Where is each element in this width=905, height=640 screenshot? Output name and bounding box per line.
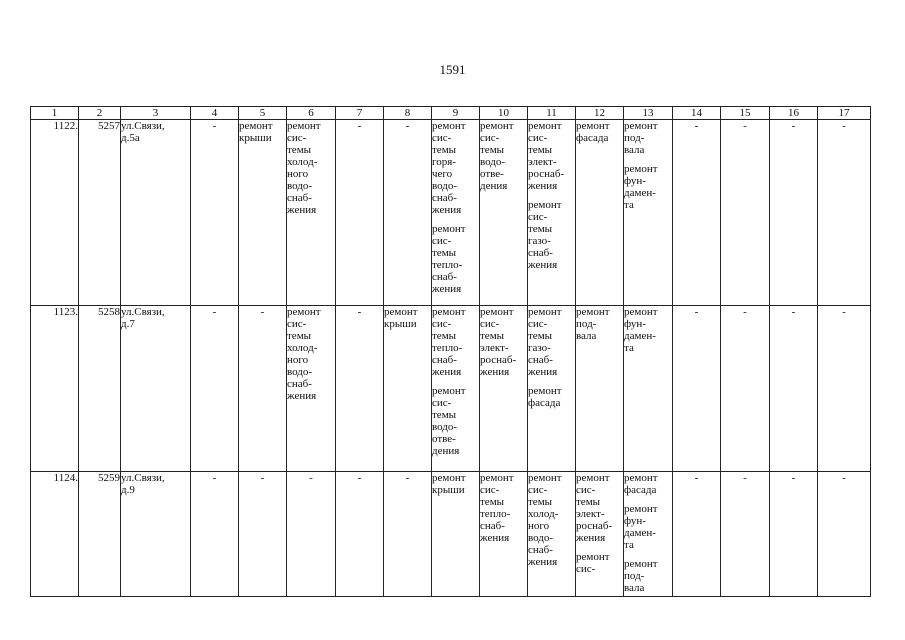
work-line: фун- bbox=[624, 515, 646, 527]
column-header: 4 bbox=[191, 107, 239, 120]
work-line: дамен- bbox=[624, 187, 656, 199]
address-cell bbox=[121, 306, 191, 472]
work-line: снаб- bbox=[528, 247, 553, 259]
work-line: дения bbox=[432, 445, 460, 457]
column-header: 11 bbox=[528, 107, 576, 120]
work-line: газо- bbox=[528, 235, 551, 247]
work-line: сис- bbox=[480, 318, 500, 330]
work-line: сис- bbox=[287, 318, 307, 330]
work-line: сис- bbox=[287, 132, 307, 144]
work-item bbox=[576, 120, 623, 144]
work-line: роснаб- bbox=[528, 168, 565, 180]
work-line: жения bbox=[432, 204, 462, 216]
work-line: фун- bbox=[624, 318, 646, 330]
empty-work-cell: - bbox=[287, 472, 336, 597]
column-header: 10 bbox=[480, 107, 528, 120]
work-line: ремонт bbox=[480, 472, 514, 484]
work-item bbox=[432, 223, 479, 295]
empty-work-cell: - bbox=[191, 306, 239, 472]
work-item bbox=[528, 306, 575, 378]
work-type-cell bbox=[480, 472, 528, 597]
work-line: жения bbox=[287, 390, 317, 402]
work-line: тепло- bbox=[432, 342, 463, 354]
work-line: фасада bbox=[528, 397, 561, 409]
empty-work-cell: - bbox=[721, 306, 770, 472]
work-line: жения bbox=[528, 259, 558, 271]
work-line: ремонт bbox=[432, 385, 466, 397]
work-type-cell bbox=[432, 306, 480, 472]
address-line: д.9 bbox=[121, 484, 135, 496]
work-type-cell bbox=[480, 306, 528, 472]
empty-work-cell: - bbox=[818, 306, 871, 472]
work-line: дамен- bbox=[624, 330, 656, 342]
work-item bbox=[576, 551, 623, 575]
work-line: ремонт bbox=[624, 472, 658, 484]
empty-work-cell: - bbox=[770, 306, 818, 472]
work-item bbox=[287, 120, 335, 216]
column-header: 9 bbox=[432, 107, 480, 120]
work-line: ремонт bbox=[528, 306, 562, 318]
work-line: ремонт bbox=[287, 306, 321, 318]
table-row bbox=[31, 472, 871, 597]
empty-work-cell: - bbox=[239, 306, 287, 472]
work-item bbox=[528, 120, 575, 192]
work-line: сис- bbox=[528, 484, 548, 496]
row-number-cell: 1123. bbox=[31, 306, 79, 472]
work-line: темы bbox=[528, 330, 553, 342]
work-line: ремонт bbox=[384, 306, 418, 318]
work-line: жения bbox=[528, 556, 558, 568]
work-line: водо- bbox=[528, 532, 554, 544]
work-line: ремонт bbox=[576, 472, 610, 484]
work-item bbox=[287, 306, 335, 402]
work-line: ремонт bbox=[432, 120, 466, 132]
empty-work-cell: - bbox=[721, 120, 770, 306]
empty-work-cell: - bbox=[673, 472, 721, 597]
table-row bbox=[31, 120, 871, 306]
work-item bbox=[624, 472, 672, 496]
empty-work-cell: - bbox=[191, 120, 239, 306]
work-line: сис- bbox=[528, 132, 548, 144]
empty-work-cell: - bbox=[336, 120, 384, 306]
work-type-cell bbox=[576, 306, 624, 472]
column-header: 13 bbox=[624, 107, 673, 120]
work-line: отве- bbox=[480, 168, 504, 180]
work-line: холод- bbox=[287, 156, 318, 168]
work-line: снаб- bbox=[480, 520, 505, 532]
work-item bbox=[576, 306, 623, 342]
column-header: 5 bbox=[239, 107, 287, 120]
empty-work-cell: - bbox=[191, 472, 239, 597]
work-item bbox=[528, 199, 575, 271]
work-line: снаб- bbox=[528, 544, 553, 556]
work-line: темы bbox=[432, 409, 457, 421]
column-header: 12 bbox=[576, 107, 624, 120]
work-line: дамен- bbox=[624, 527, 656, 539]
work-type-cell bbox=[624, 472, 673, 597]
work-line: водо- bbox=[480, 156, 506, 168]
work-line: темы bbox=[480, 496, 505, 508]
work-line: элект- bbox=[576, 508, 605, 520]
work-line: холод- bbox=[287, 342, 318, 354]
work-line: та bbox=[624, 342, 634, 354]
work-line: жения bbox=[432, 283, 462, 295]
work-line: под- bbox=[624, 132, 645, 144]
empty-work-cell: - bbox=[770, 120, 818, 306]
work-line: ремонт bbox=[576, 551, 610, 563]
empty-work-cell: - bbox=[818, 472, 871, 597]
work-item bbox=[624, 558, 672, 594]
work-line: темы bbox=[287, 330, 312, 342]
work-type-cell bbox=[432, 472, 480, 597]
work-line: ремонт bbox=[239, 120, 273, 132]
work-item bbox=[432, 120, 479, 216]
column-header: 2 bbox=[79, 107, 121, 120]
column-number-row bbox=[31, 107, 871, 120]
work-line: ремонт bbox=[624, 503, 658, 515]
work-line: тепло- bbox=[480, 508, 511, 520]
work-line: сис- bbox=[480, 132, 500, 144]
work-line: ремонт bbox=[624, 306, 658, 318]
work-line: ремонт bbox=[528, 120, 562, 132]
work-line: отве- bbox=[432, 433, 456, 445]
work-item bbox=[624, 163, 672, 211]
row-number-cell: 1124. bbox=[31, 472, 79, 597]
address-line: ул.Связи, bbox=[121, 472, 165, 484]
work-line: снаб- bbox=[432, 271, 457, 283]
work-line: темы bbox=[432, 330, 457, 342]
work-item bbox=[624, 306, 672, 354]
empty-work-cell: - bbox=[818, 120, 871, 306]
work-line: ремонт bbox=[624, 163, 658, 175]
work-line: ремонт bbox=[576, 120, 610, 132]
work-line: ного bbox=[528, 520, 550, 532]
work-line: жения bbox=[432, 366, 462, 378]
works-table bbox=[30, 106, 871, 597]
work-line: роснаб- bbox=[576, 520, 613, 532]
empty-work-cell: - bbox=[770, 472, 818, 597]
work-line: ремонт bbox=[576, 306, 610, 318]
work-line: ремонт bbox=[432, 223, 466, 235]
work-line: холод- bbox=[528, 508, 559, 520]
column-header: 8 bbox=[384, 107, 432, 120]
work-line: ремонт bbox=[624, 558, 658, 570]
work-line: та bbox=[624, 539, 634, 551]
work-item bbox=[432, 385, 479, 457]
column-header: 17 bbox=[818, 107, 871, 120]
work-item bbox=[480, 306, 527, 378]
work-line: снаб- bbox=[287, 192, 312, 204]
work-line: темы bbox=[528, 496, 553, 508]
work-line: чего bbox=[432, 168, 453, 180]
work-line: сис- bbox=[432, 318, 452, 330]
work-line: темы bbox=[576, 496, 601, 508]
work-line: жения bbox=[287, 204, 317, 216]
work-line: под- bbox=[624, 570, 645, 582]
work-item bbox=[432, 306, 479, 378]
work-line: снаб- bbox=[432, 354, 457, 366]
address-line: ул.Связи, bbox=[121, 306, 165, 318]
work-item bbox=[432, 472, 479, 496]
work-line: ремонт bbox=[432, 472, 466, 484]
work-type-cell bbox=[528, 472, 576, 597]
work-line: водо- bbox=[432, 180, 458, 192]
work-line: ного bbox=[287, 354, 309, 366]
work-line: ремонт bbox=[432, 306, 466, 318]
work-line: сис- bbox=[528, 318, 548, 330]
work-line: жения bbox=[480, 532, 510, 544]
work-line: вала bbox=[624, 144, 645, 156]
address-cell bbox=[121, 120, 191, 306]
work-line: ного bbox=[287, 168, 309, 180]
work-line: снаб- bbox=[528, 354, 553, 366]
work-line: сис- bbox=[432, 132, 452, 144]
work-line: водо- bbox=[287, 366, 313, 378]
empty-work-cell: - bbox=[336, 306, 384, 472]
work-line: темы bbox=[528, 144, 553, 156]
work-line: водо- bbox=[287, 180, 313, 192]
work-line: вала bbox=[576, 330, 597, 342]
empty-work-cell: - bbox=[336, 472, 384, 597]
work-line: ремонт bbox=[624, 120, 658, 132]
work-line: жения bbox=[528, 180, 558, 192]
column-header: 7 bbox=[336, 107, 384, 120]
work-line: элект- bbox=[480, 342, 509, 354]
column-header: 3 bbox=[121, 107, 191, 120]
work-line: ремонт bbox=[480, 306, 514, 318]
work-line: снаб- bbox=[432, 192, 457, 204]
object-code-cell: 5259 bbox=[79, 472, 121, 597]
empty-work-cell: - bbox=[239, 472, 287, 597]
work-line: дения bbox=[480, 180, 508, 192]
object-code-cell: 5258 bbox=[79, 306, 121, 472]
work-item bbox=[384, 306, 431, 330]
work-line: ремонт bbox=[528, 199, 562, 211]
work-item bbox=[480, 472, 527, 544]
work-item bbox=[480, 120, 527, 192]
work-item bbox=[239, 120, 286, 144]
column-header: 15 bbox=[721, 107, 770, 120]
empty-work-cell: - bbox=[673, 120, 721, 306]
work-line: жения bbox=[576, 532, 606, 544]
work-line: сис- bbox=[528, 211, 548, 223]
work-line: крыши bbox=[384, 318, 417, 330]
work-type-cell bbox=[528, 120, 576, 306]
work-line: роснаб- bbox=[480, 354, 517, 366]
work-line: темы bbox=[432, 144, 457, 156]
work-line: ремонт bbox=[528, 385, 562, 397]
work-line: сис- bbox=[576, 484, 596, 496]
work-line: газо- bbox=[528, 342, 551, 354]
column-header: 6 bbox=[287, 107, 336, 120]
empty-work-cell: - bbox=[384, 120, 432, 306]
column-header: 16 bbox=[770, 107, 818, 120]
empty-work-cell: - bbox=[673, 306, 721, 472]
work-line: та bbox=[624, 199, 634, 211]
work-line: вала bbox=[624, 582, 645, 594]
work-type-cell bbox=[528, 306, 576, 472]
work-line: тепло- bbox=[432, 259, 463, 271]
work-line: темы bbox=[432, 247, 457, 259]
work-line: фасада bbox=[624, 484, 657, 496]
work-line: ремонт bbox=[287, 120, 321, 132]
work-line: водо- bbox=[432, 421, 458, 433]
work-item bbox=[624, 503, 672, 551]
work-line: под- bbox=[576, 318, 597, 330]
object-code-cell: 5257 bbox=[79, 120, 121, 306]
page-number: 1591 bbox=[439, 62, 466, 77]
work-line: крыши bbox=[432, 484, 465, 496]
work-line: сис- bbox=[432, 397, 452, 409]
work-type-cell bbox=[576, 120, 624, 306]
address-line: д.5а bbox=[121, 132, 140, 144]
work-item bbox=[528, 385, 575, 409]
table-row bbox=[31, 306, 871, 472]
work-type-cell bbox=[624, 306, 673, 472]
column-header: 1 bbox=[31, 107, 79, 120]
empty-work-cell: - bbox=[384, 472, 432, 597]
address-line: ул.Связи, bbox=[121, 120, 165, 132]
work-type-cell bbox=[480, 120, 528, 306]
work-line: темы bbox=[287, 144, 312, 156]
empty-work-cell: - bbox=[721, 472, 770, 597]
work-line: темы bbox=[480, 330, 505, 342]
address-line: д.7 bbox=[121, 318, 135, 330]
work-line: сис- bbox=[432, 235, 452, 247]
address-cell bbox=[121, 472, 191, 597]
work-line: темы bbox=[480, 144, 505, 156]
work-line: жения bbox=[528, 366, 558, 378]
column-header: 14 bbox=[673, 107, 721, 120]
work-line: сис- bbox=[576, 563, 596, 575]
work-line: ремонт bbox=[480, 120, 514, 132]
work-line: ремонт bbox=[528, 472, 562, 484]
work-line: фун- bbox=[624, 175, 646, 187]
work-type-cell bbox=[287, 120, 336, 306]
work-item bbox=[528, 472, 575, 568]
work-line: снаб- bbox=[287, 378, 312, 390]
work-line: фасада bbox=[576, 132, 609, 144]
work-type-cell bbox=[576, 472, 624, 597]
work-type-cell bbox=[239, 120, 287, 306]
work-type-cell bbox=[287, 306, 336, 472]
work-item bbox=[576, 472, 623, 544]
work-line: крыши bbox=[239, 132, 272, 144]
work-line: сис- bbox=[480, 484, 500, 496]
work-line: элект- bbox=[528, 156, 557, 168]
work-type-cell bbox=[624, 120, 673, 306]
work-line: темы bbox=[528, 223, 553, 235]
work-type-cell bbox=[432, 120, 480, 306]
work-type-cell bbox=[384, 306, 432, 472]
work-line: горя- bbox=[432, 156, 456, 168]
row-number-cell: 1122. bbox=[31, 120, 79, 306]
work-item bbox=[624, 120, 672, 156]
work-line: жения bbox=[480, 366, 510, 378]
